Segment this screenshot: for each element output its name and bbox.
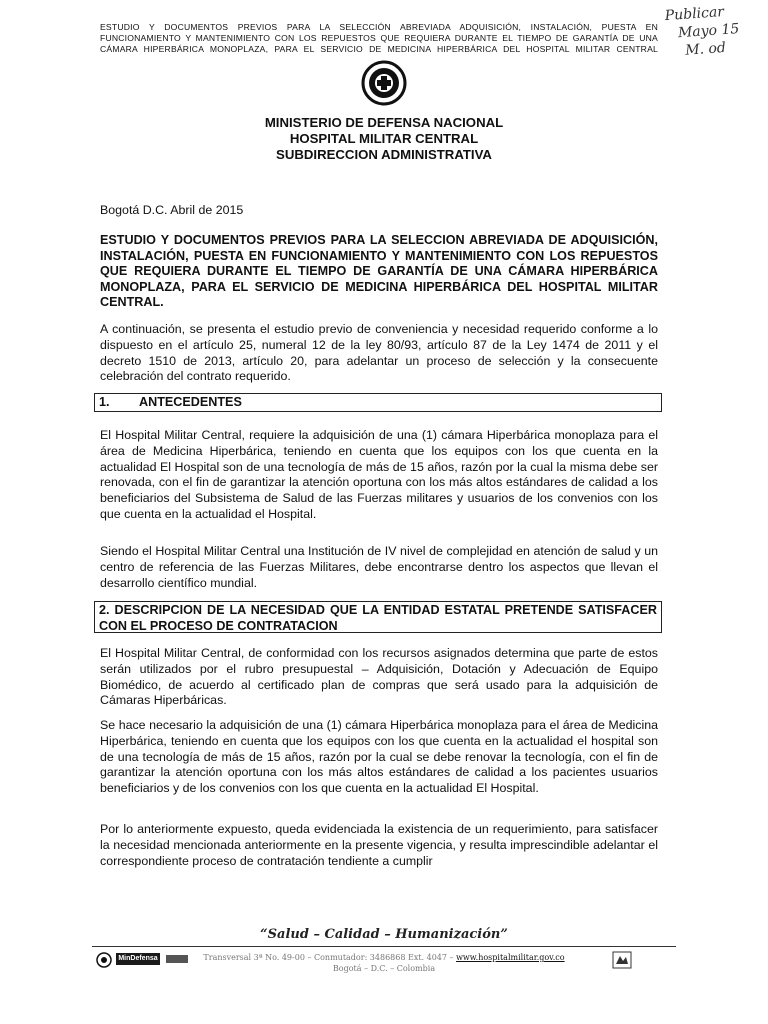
institution-block: [180, 115, 588, 163]
section-2-paragraph: Por lo anteriormente expuesto, queda evidenciada la existencia de un requerimiento, para satisfacer la necesidad mencionada anteriormente en la presente vigencia, y resulta imprescindible adelantar el correspondiente proceso de contratación tendiente a cumplir: [100, 822, 658, 868]
mindefensa-logo: MinDefensa: [116, 953, 160, 965]
handwritten-line: Publicar: [664, 4, 725, 25]
handwritten-line: Mayo 15: [677, 20, 740, 42]
footer-contact: [200, 952, 568, 974]
footer-city: Bogotá – D.C. – Colombia: [332, 964, 436, 973]
colombia-shield-icon: [96, 952, 112, 968]
section-number: 1.: [99, 395, 110, 409]
footer-divider: [92, 946, 676, 947]
document-title: ESTUDIO Y DOCUMENTOS PREVIOS PARA LA SELECCION ABREVIADA DE ADQUISICIÓN, INSTALACIÓN, PUESTA EN FUNCIONAMIENTO Y MANTENIMIENTO CON LOS REPUESTOS QUE REQUIERA DURANTE EL TIEMPO DE GARANTÍA DE UNA CÁMARA HIPERBÁRICA MONOPLAZA, PARA EL SERVICIO DE MEDICINA HIPERBÁRICA DEL HOSPITAL MILITAR CENTRAL.: [100, 233, 658, 310]
quality-emblem-icon: [612, 951, 632, 969]
section-2-heading: 2. DESCRIPCION DE LA NECESIDAD QUE LA ENTIDAD ESTATAL PRETENDE SATISFACER CON EL PROCESO DE CONTRATACION: [94, 601, 662, 633]
running-header: ESTUDIO Y DOCUMENTOS PREVIOS PARA LA SELECCIÓN ABREVIADA ADQUISICIÓN, INSTALACIÓN, PUESTA EN FUNCIONAMIENTO Y MANTENIMIENTO CON LOS REPUESTOS QUE REQUIERA DURANTE EL TIEMPO DE GARANTÍA DE UNA CÁMARA HIPERBÁRICA MONOPLAZA, PARA EL SERVICIO DE MEDICINA HIPERBÁRICA DEL HOSPITAL MILITAR CENTRAL: [100, 22, 658, 54]
department-name: SUBDIRECCION ADMINISTRATIVA: [276, 147, 492, 162]
hospital-name: HOSPITAL MILITAR CENTRAL: [289, 131, 479, 146]
section-1-heading: [94, 393, 662, 412]
handwritten-line: M. od: [684, 39, 727, 59]
section-2-paragraph: El Hospital Militar Central, de conformidad con los recursos asignados determina que parte de estos serán utilizados por el rubro presupuestal – Adquisición, Dotación y Adecuación de Equipo Biomédico, de acuerdo al certificado plan de compras que será usado para la adquisición de Cámaras Hiperbáricas.: [100, 646, 658, 708]
section-2-paragraph: Se hace necesario la adquisición de una (1) cámara Hiperbárica monoplaza para el área de Medicina Hiperbárica, teniendo en cuenta que los equipos con los que cuenta en la actualidad el hospital son de una tecnología de más de 15 años, razón por la cual se debe renovar la tecnología, con el fin de garantizar la atención oportuna con los más altos estándares de calidad a los pacientes usuarios beneficiarios y de los convenios con los que cuenta en la actualidad El Hospital.: [100, 718, 658, 796]
footer-address: Transversal 3ª No. 49-00 – Conmutador: 3486868 Ext. 4047 –: [203, 953, 457, 962]
date-line: Bogotá D.C. Abril de 2015: [100, 203, 244, 217]
footer-slogan: “Salud – Calidad – Humanización”: [260, 927, 508, 942]
handwritten-annotation: [664, 1, 756, 61]
intro-paragraph: A continuación, se presenta el estudio previo de conveniencia y necesidad requerido conforme a lo dispuesto en el artículo 25, numeral 12 de la ley 80/93, artículo 87 de la Ley 1474 de 2011 y el decreto 1510 de 2013, artículo 20, para adelantar un proceso de selección y la consecuente celebración del contrato requerido.: [100, 322, 658, 384]
section-1-paragraph: Siendo el Hospital Militar Central una Institución de IV nivel de complejidad en atención de salud y un centro de referencia de las Fuerzas Militares, debe encontrarse dentro los aspectos que llevan el desarrollo científico mundial.: [100, 544, 658, 590]
hospital-seal-icon: [361, 60, 407, 106]
section-1-paragraph: El Hospital Militar Central, requiere la adquisición de una (1) cámara Hiperbárica monoplaza para el área de Medicina Hiperbárica, teniendo en cuenta que los equipos con los que cuenta en la actualidad El Hospital son de una tecnología de más de 15 años, razón por la cual la misma debe ser renovada, con el fin de garantizar la atención oportuna con los más altos estándares de calidad a los beneficiarios del Subsistema de Salud de las Fuerzas militares y usuarios de los convenios con los que cuenta en la actualidad el Hospital.: [100, 428, 658, 521]
secondary-logo: [166, 955, 188, 963]
website-link[interactable]: www.hospitalmilitar.gov.co: [456, 953, 565, 962]
section-title: ANTECEDENTES: [139, 395, 242, 409]
ministry-name: MINISTERIO DE DEFENSA NACIONAL: [264, 115, 504, 130]
